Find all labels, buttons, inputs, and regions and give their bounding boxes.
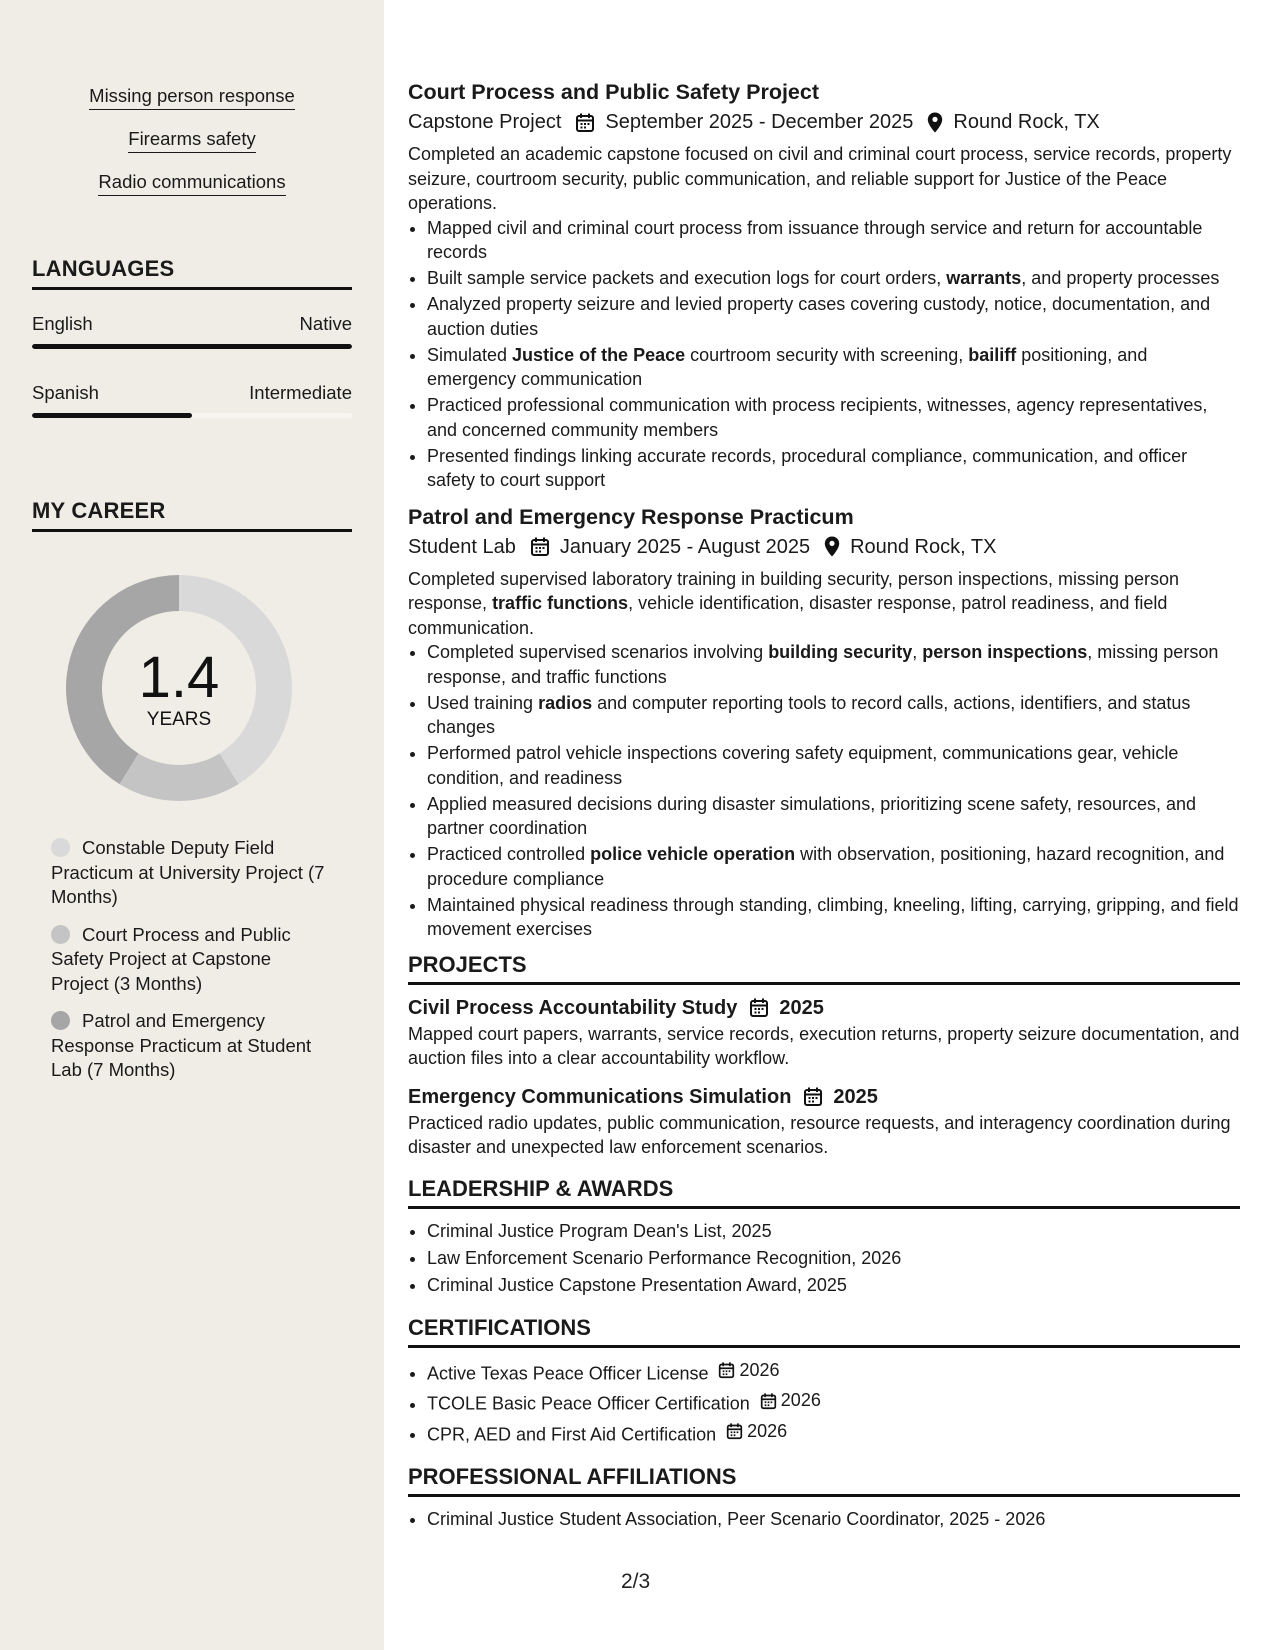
legend-dot [51, 1011, 70, 1030]
projects-section [408, 952, 1240, 1160]
bullet-item [427, 444, 1240, 493]
career-years-label: YEARS [146, 709, 212, 730]
language-row [32, 382, 352, 404]
calendar-icon [530, 536, 550, 557]
affiliation-item: • Criminal Justice Student Association, Peer Scenario Coordinator, 2025 - 2026 [427, 1506, 1240, 1533]
awards-list [408, 1218, 1240, 1299]
bullet-item [427, 640, 1240, 689]
section-heading: PROJECTS [408, 952, 1240, 985]
award-item: • Law Enforcement Scenario Performance Recognition, 2026 [427, 1245, 1240, 1272]
section-heading: LEADERSHIP & AWARDS [408, 1176, 1240, 1209]
calendar-icon [718, 1361, 735, 1379]
career-legend-item [51, 923, 326, 997]
text-span: , and property processes [1021, 268, 1220, 288]
project-description: Mapped court papers, warrants, service records, execution returns, property seizure documentation, and auction files into a clear accountability workflow. [408, 1023, 1240, 1068]
calendar-icon [726, 1422, 743, 1440]
project-title-row [408, 994, 1240, 1022]
project-item [408, 1083, 1240, 1160]
text-span: , missing person response, and traffic functions [427, 642, 1219, 687]
bullet-item [427, 893, 1240, 942]
language-level: Native [299, 313, 352, 334]
text-span: Completed supervised scenarios involving [427, 642, 769, 662]
language-proficiency-bar [32, 344, 352, 349]
affiliations-section [408, 1464, 1240, 1533]
certifications-section [408, 1315, 1240, 1449]
legend-dot [51, 838, 70, 857]
certification-name: Active Texas Peace Officer License [427, 1363, 709, 1383]
affiliations-list [408, 1506, 1240, 1533]
project-title: Civil Process Accountability Study [408, 996, 738, 1019]
entry-org: Student Lab [408, 535, 516, 558]
skill-tag: Missing person response [89, 84, 295, 110]
skills-list [0, 84, 384, 213]
bold-text: building security [768, 642, 913, 662]
career-legend [51, 836, 326, 1096]
text-span: positioning, and emergency communication [427, 344, 1148, 389]
legend-dot [51, 925, 70, 944]
certification-year: 2026 [739, 1359, 780, 1380]
career-legend-text: Patrol and Emergency Response Practicum at Student Lab (7 Months) [51, 1010, 312, 1080]
award-item: • Criminal Justice Capstone Presentation Award, 2025 [427, 1272, 1240, 1299]
language-name: English [32, 313, 93, 334]
language-proficiency-fill [32, 413, 192, 418]
calendar-icon [749, 997, 769, 1018]
map-pin-icon [824, 536, 840, 557]
career-heading: MY CAREER [32, 498, 352, 532]
text-span: Maintained physical readiness through standing, climbing, kneeling, lifting, carrying, gripping, and field movement exercises [427, 894, 1239, 939]
text-span: and computer reporting tools to record calls, actions, identifiers, and status changes [427, 692, 1191, 737]
text-span: Practiced controlled [427, 844, 591, 864]
bullet-item [427, 393, 1240, 442]
calendar-icon [575, 112, 595, 133]
bold-text: bailiff [968, 344, 1017, 365]
entry-summary: Completed an academic capstone focused on civil and criminal court process, service records, property seizure, courtroom security, public communication, and reliable support for Justice of the Peace operations. [408, 144, 1232, 213]
project-year: 2025 [779, 996, 824, 1019]
section-heading: PROFESSIONAL AFFILIATIONS [408, 1464, 1240, 1497]
entry-title: Court Process and Public Safety Project [408, 80, 820, 104]
text-span: , [912, 642, 923, 662]
career-legend-text: Constable Deputy Field Practicum at University Project (7 Months) [51, 837, 325, 907]
bold-text: traffic functions [492, 593, 629, 613]
bullet-item [427, 792, 1240, 841]
project-item [408, 994, 1240, 1071]
calendar-icon [760, 1392, 777, 1410]
bullet-item [427, 842, 1240, 891]
bold-text: person inspections [922, 642, 1088, 662]
bold-text: warrants [946, 268, 1022, 288]
certification-item [427, 1418, 1240, 1449]
bullet-item [427, 741, 1240, 790]
section-heading: CERTIFICATIONS [408, 1315, 1240, 1348]
certification-date [718, 1357, 779, 1384]
entry-dates: January 2025 - August 2025 [559, 535, 811, 558]
entry-summary [408, 567, 1240, 641]
calendar-icon [803, 1086, 823, 1107]
certification-year: 2026 [780, 1390, 821, 1410]
certification-year: 2026 [747, 1420, 788, 1441]
entry-location: Round Rock, TX [953, 111, 1100, 133]
language-name: Spanish [32, 382, 99, 403]
certification-item [427, 1387, 1240, 1418]
bullet-item [427, 691, 1240, 740]
certification-name: TCOLE Basic Peace Officer Certification [427, 1393, 750, 1414]
project-title: Emergency Communications Simulation [408, 1085, 792, 1108]
page-number: 2/3 [621, 1570, 651, 1593]
map-pin-icon [927, 112, 943, 133]
bold-text: Justice of the Peace [512, 344, 686, 365]
text-span: Presented findings linking accurate records, procedural compliance, communication, and officer safety to court support [427, 445, 1188, 490]
entry-meta [408, 107, 1240, 137]
entry-bullets [408, 640, 1240, 942]
project-title-row [408, 1083, 1240, 1111]
experience-entry [408, 502, 1240, 942]
text-span: Built sample service packets and execution logs for court orders, [427, 268, 947, 288]
text-span: with observation, positioning, hazard recognition, and procedure compliance [427, 844, 1225, 889]
languages-heading: LANGUAGES [32, 256, 352, 290]
text-span: Analyzed property seizure and levied property cases covering custody, notice, documentation, and auction duties [427, 294, 1211, 339]
entry-location: Round Rock, TX [850, 535, 997, 558]
main-content [408, 77, 1240, 1533]
text-span: Simulated [427, 344, 513, 365]
certification-date [726, 1418, 787, 1445]
entry-dates: September 2025 - December 2025 [605, 111, 914, 133]
language-proficiency-fill [32, 344, 352, 349]
text-span: Used training [427, 692, 539, 713]
bullet-item [427, 266, 1240, 291]
donut-segment [120, 753, 239, 801]
entry-bullets [408, 216, 1240, 493]
entry-org: Capstone Project [408, 111, 562, 133]
skill-tag: Radio communications [98, 170, 285, 196]
text-span: Performed patrol vehicle inspections covering safety equipment, communications gear, vehicle condition, and readiness [427, 743, 1179, 788]
certification-name: CPR, AED and First Aid Certification [427, 1424, 717, 1444]
career-total-years: 1.4 [138, 645, 220, 710]
bullet-item [427, 343, 1240, 392]
project-description: Practiced radio updates, public communication, resource requests, and interagency coordination during disaster and unexpected law enforcement scenarios. [408, 1112, 1231, 1157]
experience-entry [408, 77, 1240, 493]
award-item: • Criminal Justice Program Dean's List, 2025 [427, 1218, 1240, 1245]
text-span: Practiced professional communication with process recipients, witnesses, agency representatives, and concerned community members [427, 395, 1208, 440]
career-donut-chart [66, 575, 292, 801]
text-span: Mapped civil and criminal court process from issuance through service and return for accountable records [427, 217, 1203, 262]
project-year: 2025 [833, 1085, 878, 1108]
entry-meta [408, 532, 1240, 562]
bold-text: police vehicle operation [590, 844, 796, 864]
certification-date [760, 1387, 821, 1414]
text-span: Applied measured decisions during disaster simulations, prioritizing scene safety, resources, and partner coordination [427, 793, 1197, 838]
sidebar [0, 0, 384, 1650]
text-span: courtroom security with screening, [685, 344, 969, 365]
career-legend-text: Court Process and Public Safety Project at Capstone Project (3 Months) [51, 923, 291, 994]
language-level: Intermediate [249, 382, 352, 403]
text-span: , vehicle identification, disaster response, patrol readiness, and field communication. [408, 593, 1168, 638]
career-legend-item [51, 1009, 326, 1083]
text-span: Completed supervised laboratory training in building security, person inspections, missing person response, [408, 568, 1180, 613]
bullet-item [427, 216, 1240, 265]
awards-section [408, 1176, 1240, 1299]
language-proficiency-bar [32, 413, 352, 418]
career-legend-item [51, 836, 326, 910]
certification-item [427, 1357, 1240, 1388]
bullet-item [427, 292, 1240, 341]
bold-text: radios [538, 692, 593, 713]
entry-title: Patrol and Emergency Response Practicum [408, 504, 854, 529]
language-row [32, 313, 352, 335]
certifications-list [408, 1357, 1240, 1449]
skill-tag: Firearms safety [128, 127, 255, 153]
